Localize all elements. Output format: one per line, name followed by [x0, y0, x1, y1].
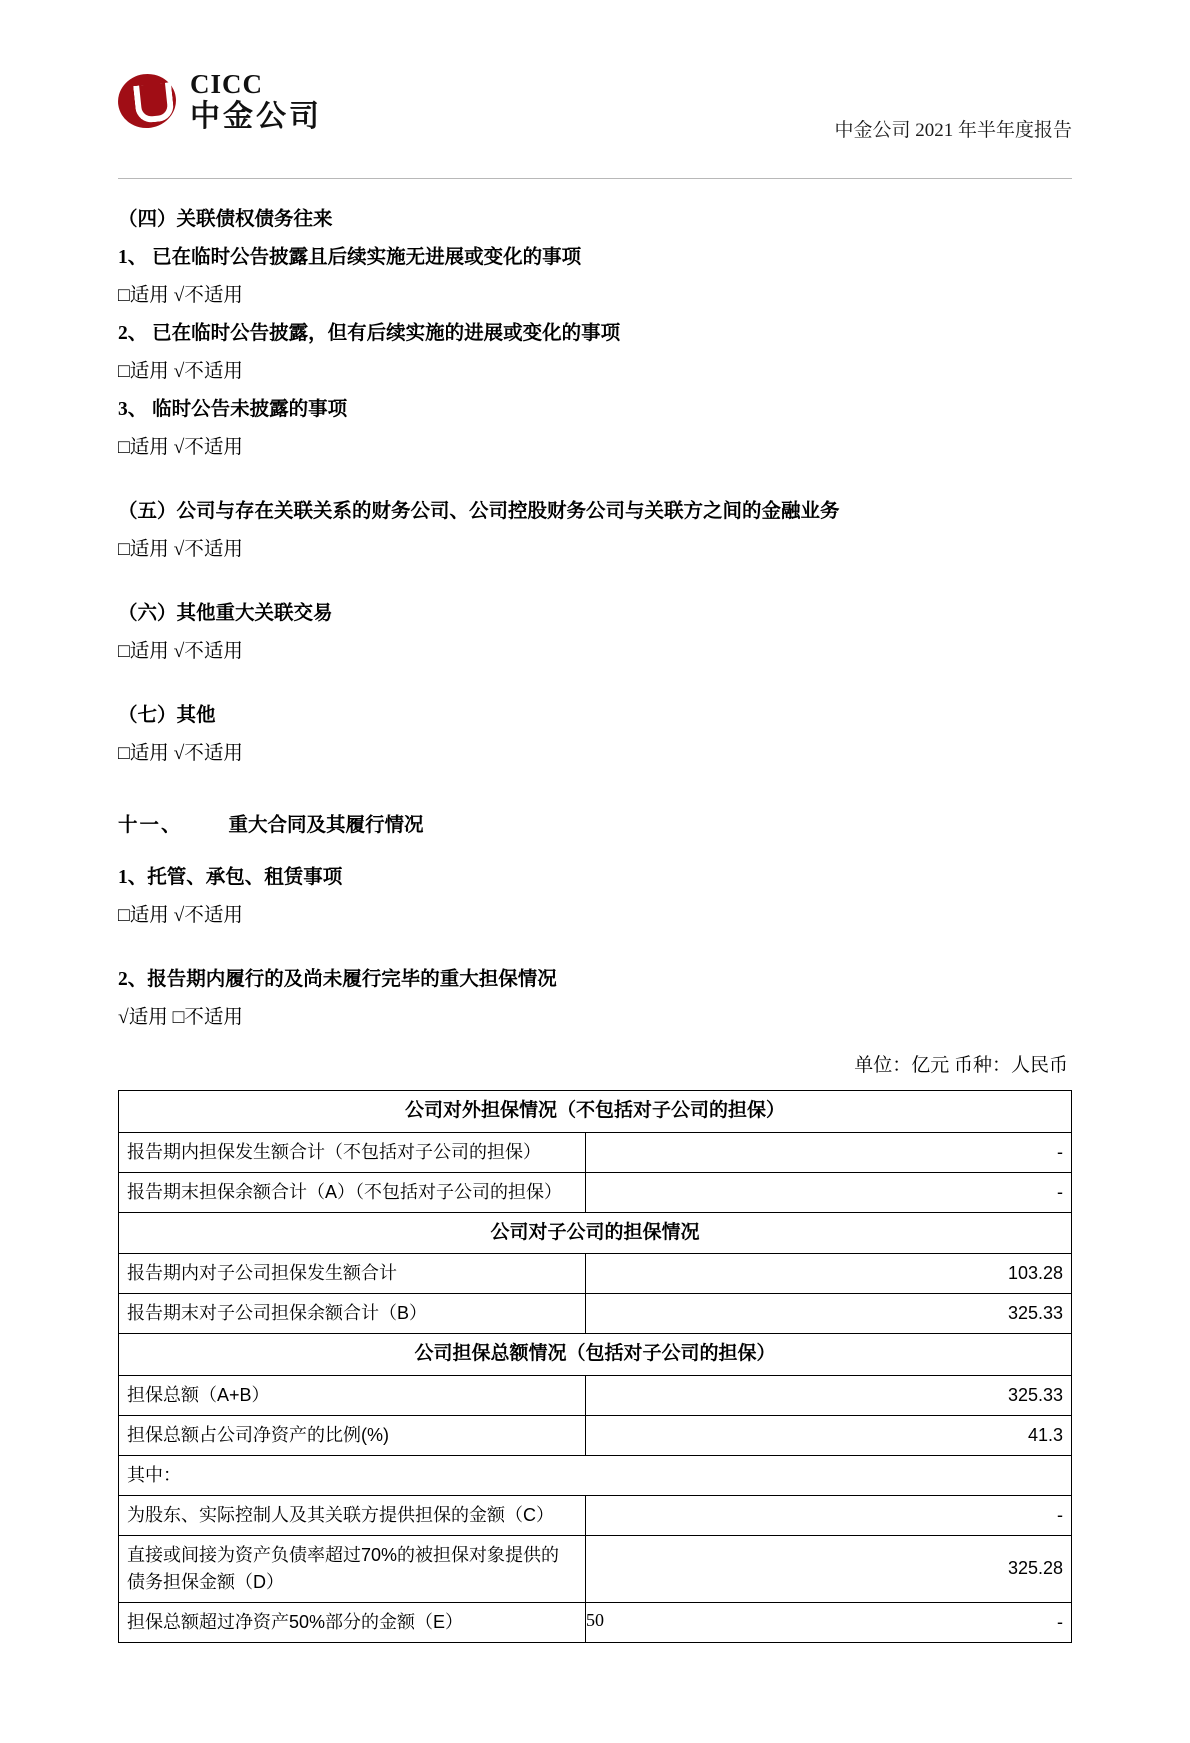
cicc-logo-icon	[118, 70, 180, 132]
table-row-label: 担保总额（A+B）	[119, 1375, 586, 1415]
table-row	[119, 1212, 1072, 1254]
table-row	[119, 1294, 1072, 1334]
section-4-item-3-label: 3、 临时公告未披露的事项	[118, 399, 348, 421]
section-4-item-1-status: □适用 √不适用	[118, 285, 243, 307]
table-row-label: 报告期内对子公司担保发生额合计	[119, 1254, 586, 1294]
contract-item-2-label: 2、报告期内履行的及尚未履行完毕的重大担保情况	[118, 969, 557, 991]
table-row-label: 担保总额占公司净资产的比例(%)	[119, 1415, 586, 1455]
page-header	[118, 60, 1072, 179]
table-row-value: -	[585, 1602, 1071, 1642]
guarantee-table-wrapper	[118, 1090, 1072, 1643]
table-row-label: 报告期内担保发生额合计（不包括对子公司的担保）	[119, 1132, 586, 1172]
table-subheader-label: 其中：	[119, 1455, 1072, 1495]
table-band-title: 公司对外担保情况（不包括对子公司的担保）	[119, 1091, 1072, 1133]
chapter-11-title: 重大合同及其履行情况	[228, 815, 424, 837]
logo-cn-text: 中金公司	[190, 99, 322, 133]
table-row	[119, 1254, 1072, 1294]
table-band-title: 公司对子公司的担保情况	[119, 1212, 1072, 1254]
contract-item-1-label: 1、托管、承包、租赁事项	[118, 867, 343, 889]
cicc-logo	[118, 70, 322, 132]
document-page	[0, 60, 1190, 1743]
table-row	[119, 1132, 1072, 1172]
table-row	[119, 1334, 1072, 1376]
table-row-value: -	[585, 1495, 1071, 1535]
page-content	[118, 201, 1072, 1643]
table-row	[119, 1091, 1072, 1133]
section-4-item-3-status: □适用 √不适用	[118, 437, 243, 459]
section-heading-5: （五）公司与存在关联关系的财务公司、公司控股财务公司与关联方之间的金融业务	[118, 501, 840, 523]
table-row-label: 直接或间接为资产负债率超过70%的被担保对象提供的债务担保金额（D）	[119, 1535, 586, 1602]
section-6-status: □适用 √不适用	[118, 641, 243, 663]
table-row-label: 报告期末担保余额合计（A）（不包括对子公司的担保）	[119, 1172, 586, 1212]
guarantee-table	[118, 1090, 1072, 1643]
table-row-value: 325.33	[585, 1375, 1071, 1415]
table-unit-label: 单位：亿元 币种：人民币	[854, 1055, 1068, 1077]
table-row	[119, 1495, 1072, 1535]
chapter-11-number: 十一、	[118, 815, 183, 837]
table-row-label: 为股东、实际控制人及其关联方提供担保的金额（C）	[119, 1495, 586, 1535]
contract-item-2-status: √适用 □不适用	[118, 1007, 243, 1029]
section-heading-7: （七）其他	[118, 705, 216, 727]
chapter-11-heading	[118, 807, 1072, 845]
table-row	[119, 1172, 1072, 1212]
table-row-value: 325.33	[585, 1294, 1071, 1334]
table-row-label: 报告期末对子公司担保余额合计（B）	[119, 1294, 586, 1334]
section-heading-6: （六）其他重大关联交易	[118, 603, 333, 625]
page-number: 50	[586, 1610, 604, 1630]
table-band-title: 公司担保总额情况（包括对子公司的担保）	[119, 1334, 1072, 1376]
logo-en-text: CICC	[190, 68, 264, 99]
table-row-value: -	[585, 1172, 1071, 1212]
logo-wordmark	[190, 68, 322, 133]
section-4-item-1-label: 1、 已在临时公告披露且后续实施无进展或变化的事项	[118, 247, 582, 269]
table-row-label: 担保总额超过净资产50%部分的金额（E）	[119, 1602, 586, 1642]
table-row-value: 103.28	[585, 1254, 1071, 1294]
table-row	[119, 1535, 1072, 1602]
table-row-value: -	[585, 1132, 1071, 1172]
table-row-value: 41.3	[585, 1415, 1071, 1455]
section-4-item-2-status: □适用 √不适用	[118, 361, 243, 383]
contract-item-1-status: □适用 √不适用	[118, 905, 243, 927]
section-4-item-2-label: 2、 已在临时公告披露，但有后续实施的进展或变化的事项	[118, 323, 621, 345]
table-row-value: 325.28	[585, 1535, 1071, 1602]
report-title: 中金公司 2021 年半年度报告	[834, 120, 1072, 141]
section-7-status: □适用 √不适用	[118, 743, 243, 765]
table-row	[119, 1415, 1072, 1455]
section-5-status: □适用 √不适用	[118, 539, 243, 561]
table-row	[119, 1455, 1072, 1495]
table-row	[119, 1375, 1072, 1415]
section-heading-4: （四）关联债权债务往来	[118, 209, 333, 230]
